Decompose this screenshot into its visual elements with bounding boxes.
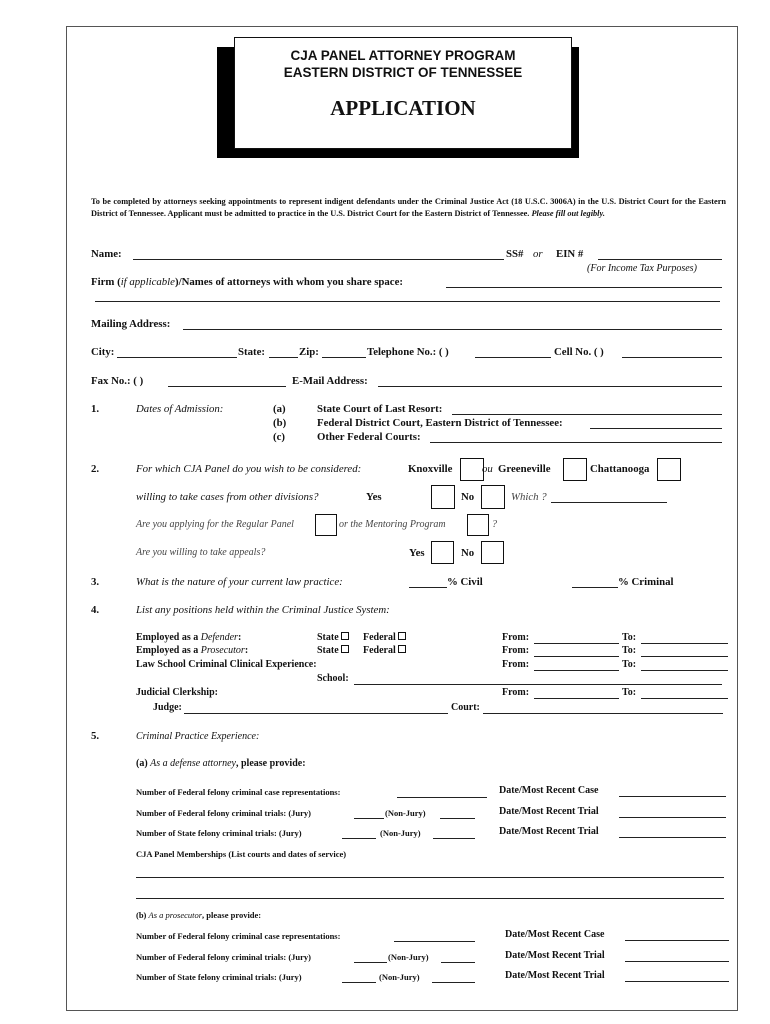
other-division-yes-checkbox[interactable] bbox=[431, 485, 455, 509]
defense-suffix: , please provide: bbox=[235, 758, 306, 769]
ss-ein-field[interactable] bbox=[598, 250, 722, 260]
defense-state-jury-field[interactable] bbox=[342, 829, 376, 839]
cja-memberships-field-2[interactable] bbox=[136, 889, 724, 899]
positions-question: List any positions held within the Criminal Justice System: bbox=[136, 604, 390, 616]
city-field[interactable] bbox=[117, 348, 237, 358]
firm-field-continued[interactable] bbox=[95, 292, 720, 302]
pros-state-nonjury-field[interactable] bbox=[432, 973, 475, 983]
criminal-label: % Criminal bbox=[618, 576, 674, 588]
prosecutor-colon: : bbox=[244, 645, 249, 656]
knoxville-label: Knoxville bbox=[408, 463, 453, 475]
pros-state-nonjury-label: (Non-Jury) bbox=[379, 972, 420, 982]
defender-to-label: To: bbox=[622, 632, 637, 643]
chattanooga-label: Chattanooga bbox=[590, 463, 650, 475]
pros-recent-trial-label: Date/Most Recent Trial bbox=[505, 950, 605, 961]
civil-percent-field[interactable] bbox=[409, 578, 447, 588]
defense-prefix: (a) bbox=[136, 758, 151, 769]
which-label: Which ? bbox=[511, 491, 547, 503]
defense-italic: As a defense attorney bbox=[150, 758, 236, 769]
pros-fed-jury-field[interactable] bbox=[354, 953, 387, 963]
overlap-text: ou bbox=[482, 463, 493, 475]
judge-field[interactable] bbox=[184, 704, 448, 714]
email-field[interactable] bbox=[378, 377, 722, 387]
defense-fed-reps-field[interactable] bbox=[397, 788, 487, 798]
intro-paragraph bbox=[91, 196, 726, 220]
clerkship-to-field[interactable] bbox=[641, 689, 728, 699]
defender-colon: : bbox=[237, 632, 242, 643]
prosecutor-federal bbox=[363, 645, 406, 656]
defense-fed-jury-field[interactable] bbox=[354, 809, 384, 819]
admission-a-field[interactable] bbox=[452, 405, 722, 415]
pros-fed-nonjury-field[interactable] bbox=[441, 953, 475, 963]
law-school-to-label: To: bbox=[622, 659, 637, 670]
defender-state-label: State bbox=[317, 632, 339, 643]
ein-label: EIN # bbox=[556, 248, 584, 260]
pros-state-recent-trial-label: Date/Most Recent Trial bbox=[505, 970, 605, 981]
prosecutor-state-checkbox[interactable] bbox=[341, 645, 349, 653]
cja-memberships-field-1[interactable] bbox=[136, 868, 724, 878]
law-school-from-field[interactable] bbox=[534, 661, 619, 671]
city-label: City: bbox=[91, 346, 115, 358]
law-school-to-field[interactable] bbox=[641, 661, 728, 671]
prosecutor-to-field[interactable] bbox=[641, 647, 728, 657]
prosecutor-heading bbox=[136, 910, 261, 920]
defender-from-label: From: bbox=[502, 632, 530, 643]
mentoring-question: or the Mentoring Program bbox=[339, 519, 446, 530]
defender-label-italic: Defender bbox=[200, 632, 238, 643]
fax-label: Fax No.: ( ) bbox=[91, 375, 144, 387]
practice-experience-title: Criminal Practice Experience: bbox=[136, 731, 260, 742]
header-line-1: CJA PANEL ATTORNEY PROGRAM bbox=[290, 48, 516, 63]
admission-a-label: State Court of Last Resort: bbox=[317, 403, 443, 415]
phone-label: Telephone No.: ( ) bbox=[367, 346, 449, 358]
section-3-number: 3. bbox=[91, 576, 100, 588]
cell-field[interactable] bbox=[622, 348, 722, 358]
regular-panel-checkbox[interactable] bbox=[315, 514, 337, 536]
prosecutor-federal-checkbox[interactable] bbox=[398, 645, 406, 653]
section-1-number: 1. bbox=[91, 403, 100, 415]
admission-a-key: (a) bbox=[273, 403, 286, 415]
defender-to-field[interactable] bbox=[641, 634, 728, 644]
defense-state-nonjury-label: (Non-Jury) bbox=[380, 828, 421, 838]
admission-c-field[interactable] bbox=[430, 433, 722, 443]
prosecutor-from-field[interactable] bbox=[534, 647, 619, 657]
page-title: APPLICATION bbox=[330, 96, 476, 120]
defender-federal-checkbox[interactable] bbox=[398, 632, 406, 640]
tax-note: (For Income Tax Purposes) bbox=[587, 263, 697, 274]
pros-recent-case-field[interactable] bbox=[625, 931, 729, 941]
defense-recent-case-field[interactable] bbox=[619, 787, 726, 797]
cja-memberships-label: CJA Panel Memberships (List courts and dates of service) bbox=[136, 849, 347, 859]
chattanooga-checkbox[interactable] bbox=[657, 458, 681, 481]
prosecutor-label-italic: Prosecutor bbox=[200, 645, 245, 656]
name-field[interactable] bbox=[133, 250, 504, 260]
firm-label-italic: if applicable bbox=[120, 276, 175, 288]
pros-fed-reps-field[interactable] bbox=[394, 932, 475, 942]
admission-c-label: Other Federal Courts: bbox=[317, 431, 421, 443]
defender-from-field[interactable] bbox=[534, 634, 619, 644]
defense-fed-reps-label: Number of Federal felony criminal case representations: bbox=[136, 787, 341, 797]
section-5-number: 5. bbox=[91, 730, 100, 742]
defender-federal-label: Federal bbox=[363, 632, 396, 643]
prosecutor-to-label: To: bbox=[622, 645, 637, 656]
appeals-yes-label: Yes bbox=[409, 547, 425, 559]
pros-recent-trial-field[interactable] bbox=[625, 952, 729, 962]
firm-label-2: )/Names of attorneys with whom you share space: bbox=[174, 276, 403, 288]
section-2-number: 2. bbox=[91, 463, 100, 475]
prosecutor-state-label: State bbox=[317, 645, 339, 656]
defender-label-1: Employed as a bbox=[136, 632, 201, 643]
defense-state-trials-label: Number of State felony criminal trials: (Jury) bbox=[136, 828, 302, 838]
pros-fed-trials-label: Number of Federal felony criminal trials: (Jury) bbox=[136, 952, 312, 962]
prosecutor-label-1: Employed as a bbox=[136, 645, 201, 656]
header-line-2: EASTERN DISTRICT OF TENNESSEE bbox=[283, 65, 523, 80]
defense-fed-nonjury-field[interactable] bbox=[440, 809, 475, 819]
prosecutor-italic: As a prosecutor bbox=[148, 910, 203, 920]
defense-fed-trials-label: Number of Federal felony criminal trials: (Jury) bbox=[136, 808, 312, 818]
pros-state-recent-trial-field[interactable] bbox=[625, 972, 729, 982]
zip-label: Zip: bbox=[299, 346, 319, 358]
school-label: School: bbox=[317, 673, 349, 684]
law-school-from-label: From: bbox=[502, 659, 530, 670]
knoxville-checkbox[interactable] bbox=[460, 458, 484, 481]
court-field[interactable] bbox=[483, 704, 723, 714]
appeals-yes-checkbox[interactable] bbox=[431, 541, 454, 564]
greeneville-checkbox[interactable] bbox=[563, 458, 587, 481]
practice-question: What is the nature of your current law practice: bbox=[136, 576, 343, 588]
regular-panel-question: Are you applying for the Regular Panel bbox=[136, 519, 294, 530]
defense-recent-trial-field[interactable] bbox=[619, 808, 726, 818]
defense-state-recent-trial-label: Date/Most Recent Trial bbox=[499, 826, 599, 837]
defense-state-recent-trial-field[interactable] bbox=[619, 828, 726, 838]
mailing-label: Mailing Address: bbox=[91, 318, 171, 330]
defense-recent-trial-label: Date/Most Recent Trial bbox=[499, 806, 599, 817]
other-division-no-label: No bbox=[461, 491, 475, 503]
court-label: Court: bbox=[451, 702, 480, 713]
name-label: Name: bbox=[91, 248, 122, 260]
prosecutor-state bbox=[317, 645, 349, 656]
section-4-number: 4. bbox=[91, 604, 100, 616]
firm-label bbox=[91, 276, 403, 288]
pros-fed-nonjury-label: (Non-Jury) bbox=[388, 952, 429, 962]
appeals-question: Are you willing to take appeals? bbox=[136, 547, 266, 558]
email-label: E-Mail Address: bbox=[292, 375, 368, 387]
or-label: or bbox=[533, 248, 543, 260]
state-label: State: bbox=[238, 346, 265, 358]
phone-field[interactable] bbox=[475, 348, 551, 358]
defender-state bbox=[317, 632, 349, 643]
criminal-percent-field[interactable] bbox=[572, 578, 618, 588]
other-division-no-checkbox[interactable] bbox=[481, 485, 505, 509]
defense-fed-nonjury-label: (Non-Jury) bbox=[385, 808, 426, 818]
mentoring-checkbox[interactable] bbox=[467, 514, 489, 536]
appeals-no-label: No bbox=[461, 547, 475, 559]
judge-label: Judge: bbox=[153, 702, 182, 713]
defense-recent-case-label: Date/Most Recent Case bbox=[499, 785, 599, 796]
ss-label: SS# bbox=[506, 248, 524, 260]
clerkship-label: Judicial Clerkship: bbox=[136, 687, 218, 698]
clerkship-from-label: From: bbox=[502, 687, 530, 698]
law-school-label: Law School Criminal Clinical Experience: bbox=[136, 659, 317, 670]
other-division-yes-label: Yes bbox=[366, 491, 382, 503]
state-field[interactable] bbox=[269, 348, 298, 358]
appeals-no-checkbox[interactable] bbox=[481, 541, 504, 564]
prosecutor-suffix: , please provide: bbox=[202, 910, 262, 920]
prosecutor-from-label: From: bbox=[502, 645, 530, 656]
defender-federal bbox=[363, 632, 406, 643]
mentoring-question-mark: ? bbox=[492, 519, 497, 530]
defense-heading bbox=[136, 758, 306, 769]
defender-label bbox=[136, 632, 241, 643]
prosecutor-prefix: (b) bbox=[136, 910, 149, 920]
zip-field[interactable] bbox=[322, 348, 366, 358]
header-box bbox=[234, 37, 572, 149]
admission-b-label: Federal District Court, Eastern District of Tennessee: bbox=[317, 417, 563, 429]
defender-state-checkbox[interactable] bbox=[341, 632, 349, 640]
civil-label: % Civil bbox=[447, 576, 483, 588]
pros-recent-case-label: Date/Most Recent Case bbox=[505, 929, 605, 940]
defense-state-nonjury-field[interactable] bbox=[433, 829, 475, 839]
firm-field[interactable] bbox=[446, 278, 722, 288]
cell-label: Cell No. ( ) bbox=[554, 346, 604, 358]
clerkship-to-label: To: bbox=[622, 687, 637, 698]
admission-b-field[interactable] bbox=[590, 419, 722, 429]
which-field[interactable] bbox=[551, 493, 667, 503]
pros-state-jury-field[interactable] bbox=[342, 973, 376, 983]
greeneville-label: Greeneville bbox=[498, 463, 551, 475]
school-field[interactable] bbox=[354, 675, 722, 685]
pros-fed-reps-label: Number of Federal felony criminal case representations: bbox=[136, 931, 341, 941]
admission-c-key: (c) bbox=[273, 431, 285, 443]
intro-text: To be completed by attorneys seeking appointments to represent indigent defendants under the Criminal Justice Act (18 U.S.C. 3006A) in the U.S. District Court for the Eastern District of Tennessee. Applicant must be admitted to practice in the U.S. District Court for the Eastern District of Tennessee. bbox=[91, 197, 726, 218]
admission-b-key: (b) bbox=[273, 417, 287, 429]
prosecutor-federal-label: Federal bbox=[363, 645, 396, 656]
firm-label-1: Firm ( bbox=[91, 276, 121, 288]
prosecutor-label bbox=[136, 645, 248, 656]
section-1-label: Dates of Admission: bbox=[136, 403, 224, 415]
pros-state-trials-label: Number of State felony criminal trials: (Jury) bbox=[136, 972, 302, 982]
mailing-field[interactable] bbox=[183, 320, 722, 330]
fax-field[interactable] bbox=[168, 377, 286, 387]
panel-question: For which CJA Panel do you wish to be considered: bbox=[136, 463, 362, 475]
other-division-question: willing to take cases from other divisions? bbox=[136, 491, 319, 503]
intro-note: Please fill out legibly. bbox=[531, 209, 605, 218]
clerkship-from-field[interactable] bbox=[534, 689, 619, 699]
